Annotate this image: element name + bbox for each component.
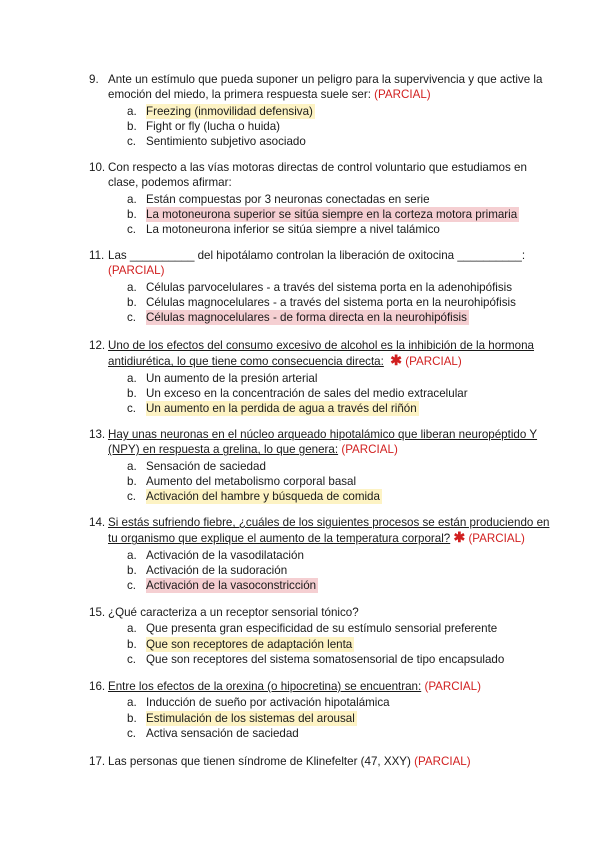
option-a: a. Que presenta gran especificidad de su estímulo sensorial preferente: [127, 622, 498, 636]
option-text: Que son receptores del sistema somatosensorial de tipo encapsulado: [146, 652, 505, 666]
option-b: b. Que son receptores de adaptación lenta: [127, 637, 353, 651]
option-text: Un exceso en la concentración de sales del medio extracelular: [146, 387, 468, 401]
option-b: b. La motoneurona superior se sitúa siempre en la corteza motora primaria: [127, 208, 518, 222]
question-number: 11.: [89, 249, 105, 262]
option-text: Que son receptores de adaptación lenta: [146, 637, 353, 651]
asterisk-icon: ✱: [453, 529, 466, 546]
question-16: [89, 679, 550, 741]
question-17: [89, 754, 550, 769]
option-text: La motoneurona inferior se sitúa siempre a nivel talámico: [146, 223, 440, 237]
partial-tag: (PARCIAL): [414, 755, 471, 768]
option-text: La motoneurona superior se sitúa siempre en la corteza motora primaria: [146, 208, 518, 222]
question-11: [89, 248, 550, 325]
question-9: [89, 72, 550, 149]
question-text: Las __________ del hipotálamo controlan la liberación de oxitocina __________:: [108, 249, 526, 262]
partial-tag: (PARCIAL): [374, 88, 431, 102]
option-text: Sensación de saciedad: [146, 459, 266, 473]
option-text: Están compuestas por 3 neuronas conectadas en serie: [146, 192, 430, 206]
option-c: c. Que son receptores del sistema somatosensorial de tipo encapsulado: [127, 652, 505, 666]
option-c: c. Sentimiento subjetivo asociado: [127, 135, 306, 149]
question-15: [89, 605, 550, 667]
partial-tag: (PARCIAL): [341, 443, 398, 457]
option-a: a. Inducción de sueño por activación hipotalámica: [127, 696, 390, 710]
option-text: Células parvocelulares - a través del sistema porta en la adenohipófisis: [146, 280, 513, 294]
question-number: 9.: [89, 73, 99, 86]
option-b: b. Estimulación de los sistemas del arousal: [127, 711, 355, 725]
option-a: a. Están compuestas por 3 neuronas conectadas en serie: [127, 192, 430, 206]
question-text: Si estás sufriendo fiebre, ¿cuáles de los siguientes procesos se están produciendo en tu organismo que explique el aumento de la temperatura corporal?: [108, 516, 550, 546]
option-text: Un aumento de la presión arterial: [146, 371, 318, 385]
option-text: Que presenta gran especificidad de su estímulo sensorial preferente: [146, 622, 498, 636]
option-a: a. Activación de la vasodilatación: [127, 548, 304, 562]
question-13: [89, 427, 550, 504]
option-text: Células magnocelulares - de forma directa en la neurohipófisis: [146, 311, 467, 325]
option-a: a. Células parvocelulares - a través del sistema porta en la adenohipófisis: [127, 280, 513, 294]
option-b: b. Aumento del metabolismo corporal basal: [127, 475, 357, 489]
question-number: 14.: [89, 516, 106, 529]
option-c: c. Activación del hambre y búsqueda de comida: [127, 490, 380, 504]
option-text: Células magnocelulares - a través del sistema porta en la neurohipófisis: [146, 296, 516, 310]
question-text: Hay unas neuronas en el núcleo arqueado hipotalámico que liberan neuropéptido Y (NPY) en respuesta a grelina, lo que genera:: [108, 428, 538, 457]
partial-tag: (PARCIAL): [468, 532, 525, 546]
question-number: 13.: [89, 428, 106, 441]
option-text: Activación de la vasodilatación: [146, 548, 304, 562]
option-a: a. Un aumento de la presión arterial: [127, 371, 318, 385]
partial-tag: (PARCIAL): [424, 680, 481, 693]
option-text: Activación de la sudoración: [146, 564, 288, 578]
option-c: c. Activa sensación de saciedad: [127, 726, 299, 740]
option-b: b. Un exceso en la concentración de sales del medio extracelular: [127, 387, 468, 401]
option-text: Activación de la vasoconstricción: [146, 579, 317, 593]
question-text: Con respecto a las vías motoras directas de control voluntario que estudiamos en clase, podemos afirmar:: [108, 161, 527, 190]
option-text: Un aumento en la perdida de agua a través del riñón: [146, 402, 417, 416]
option-c: c. Células magnocelulares - de forma directa en la neurohipófisis: [127, 311, 467, 325]
option-text: Inducción de sueño por activación hipotalámica: [146, 696, 390, 710]
option-a: a. Sensación de saciedad: [127, 459, 266, 473]
question-text: Uno de los efectos del consumo excesivo de alcohol es la inhibición de la hormona antidiurética, lo que tiene como consecuencia directa:: [108, 339, 535, 369]
asterisk-icon: ✱: [390, 352, 403, 369]
question-14: [89, 515, 550, 593]
partial-tag: (PARCIAL): [405, 355, 462, 369]
question-number: 12.: [89, 339, 106, 352]
option-text: Estimulación de los sistemas del arousal: [146, 711, 355, 725]
option-b: b. Células magnocelulares - a través del sistema porta en la neurohipófisis: [127, 296, 516, 310]
option-c: c. Un aumento en la perdida de agua a través del riñón: [127, 402, 417, 416]
option-text: Freezing (inmovilidad defensiva): [146, 104, 313, 118]
question-text: Entre los efectos de la orexina (o hipocretina) se encuentran:: [108, 680, 422, 693]
option-text: Activa sensación de saciedad: [146, 726, 299, 740]
question-number: 10.: [89, 161, 106, 174]
option-a: a. Freezing (inmovilidad defensiva): [127, 104, 313, 118]
question-10: [89, 160, 550, 237]
partial-tag: (PARCIAL): [108, 264, 165, 278]
question-number: 15.: [89, 606, 106, 619]
question-number: 16.: [89, 680, 106, 693]
question-12: [89, 338, 550, 416]
option-text: Sentimiento subjetivo asociado: [146, 135, 306, 149]
option-text: Fight or fly (lucha o huida): [146, 120, 281, 134]
question-number: 17.: [89, 755, 106, 768]
question-text: Las personas que tienen síndrome de Klinefelter (47, XXY): [108, 755, 411, 768]
option-b: b. Activación de la sudoración: [127, 564, 288, 578]
question-text: ¿Qué caracteriza a un receptor sensorial tónico?: [108, 606, 359, 619]
option-b: b. Fight or fly (lucha o huida): [127, 120, 281, 134]
option-c: c. Activación de la vasoconstricción: [127, 579, 317, 593]
option-text: Aumento del metabolismo corporal basal: [146, 475, 357, 489]
option-text: Activación del hambre y búsqueda de comida: [146, 490, 380, 504]
option-c: c. La motoneurona inferior se sitúa siempre a nivel talámico: [127, 223, 440, 237]
question-text: Ante un estímulo que pueda suponer un peligro para la supervivencia y que active la emoción del miedo, la primera respuesta suele ser:: [108, 73, 543, 102]
